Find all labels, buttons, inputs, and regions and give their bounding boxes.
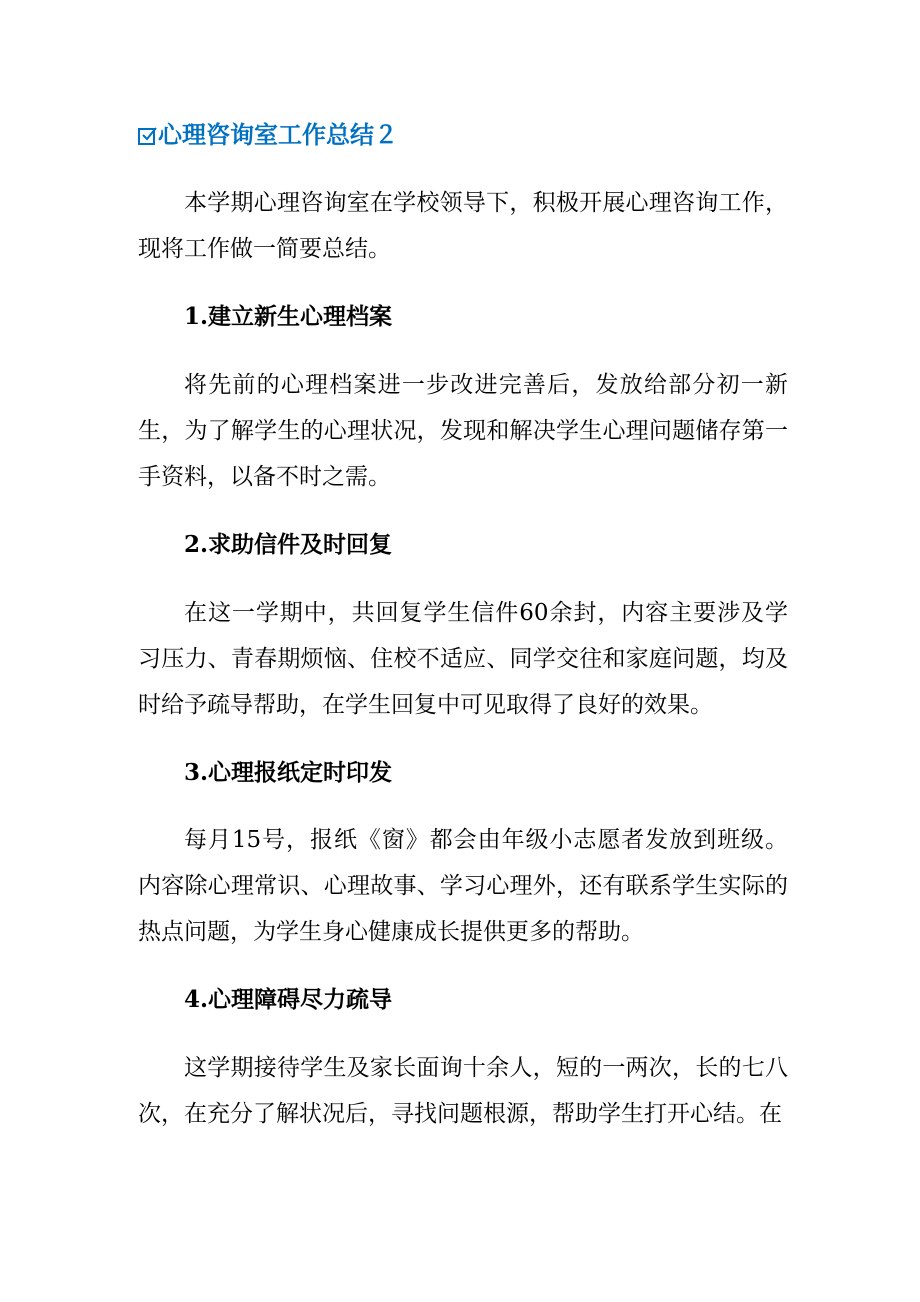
section-heading-1: 1.建立新生心理档案 [184, 303, 393, 330]
section-body-1: 将先前的心理档案进一步改进完善后，发放给部分初一新生，为了解学生的心理状况，发现和解决学生心理问题储存第一手资料，以备不时之需。 [138, 372, 788, 490]
checkbox-checked-icon [138, 128, 155, 145]
intro-paragraph: 本学期心理咨询室在学校领导下，积极开展心理咨询工作，现将工作做一简要总结。 [138, 190, 788, 262]
section-heading-4: 4.心理障碍尽力疏导 [184, 986, 393, 1013]
document-title [138, 117, 398, 153]
title-text: 心理咨询室工作总结２ [158, 120, 398, 149]
section-body-2: 在这一学期中，共回复学生信件60余封，内容主要涉及学习压力、青春期烦恼、住校不适应、同学交往和家庭问题，均及时给予疏导帮助，在学生回复中可见取得了良好的效果。 [138, 600, 788, 718]
section-body-4: 这学期接待学生及家长面询十余人，短的一两次，长的七八次，在充分了解状况后，寻找问题根源，帮助学生打开心结。在 [138, 1055, 788, 1127]
section-heading-2: 2.求助信件及时回复 [184, 531, 393, 558]
section-heading-3: 3.心理报纸定时印发 [184, 759, 393, 786]
section-body-3: 每月15号，报纸《窗》都会由年级小志愿者发放到班级。内容除心理常识、心理故事、学习心理外，还有联系学生实际的热点问题，为学生身心健康成长提供更多的帮助。 [138, 827, 788, 945]
